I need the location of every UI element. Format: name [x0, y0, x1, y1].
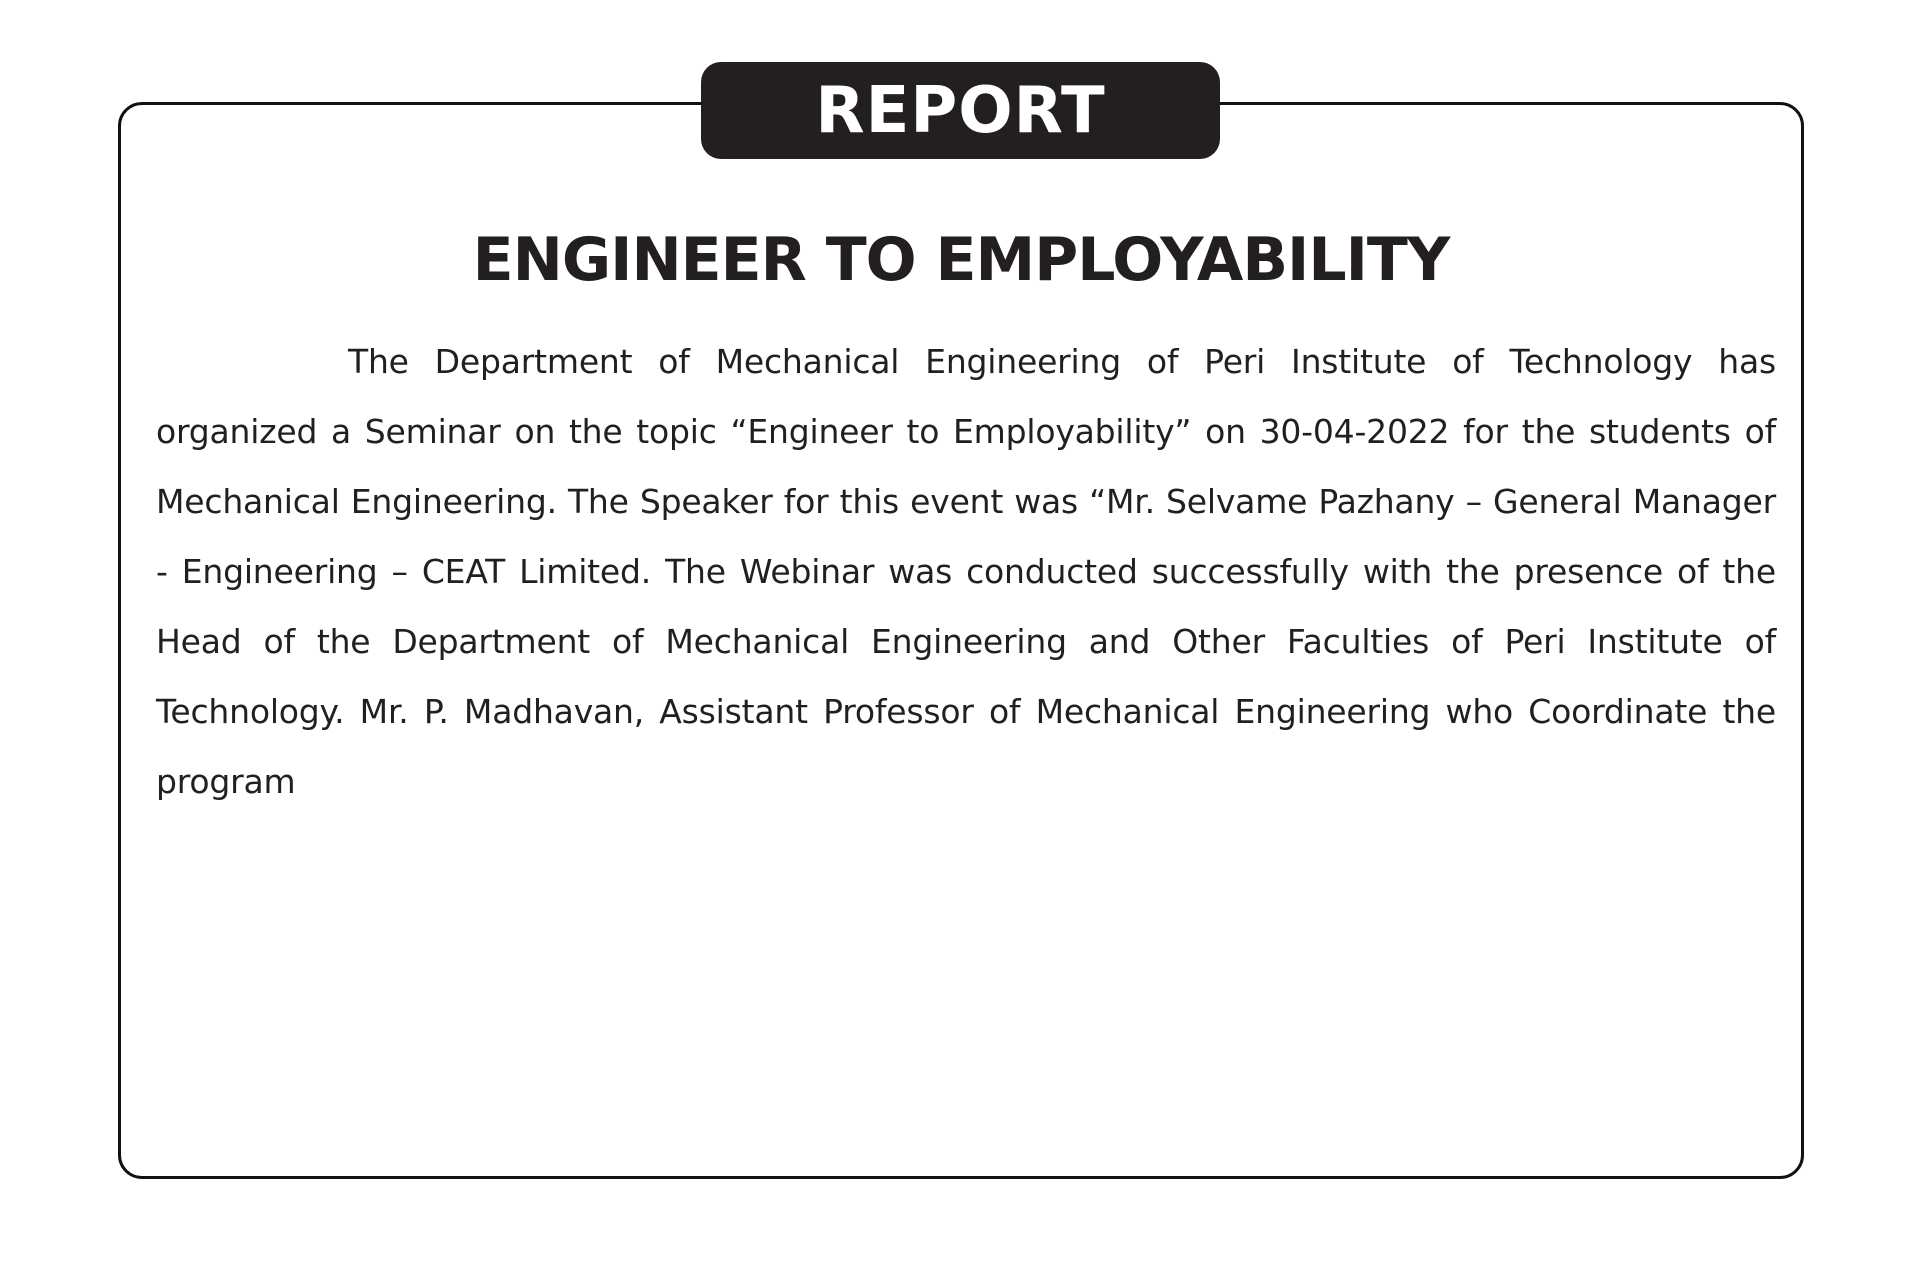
report-title: ENGINEER TO EMPLOYABILITY: [472, 225, 1450, 295]
report-tab: [701, 62, 1220, 159]
report-body: The Department of Mechanical Engineering of Peri Institute of Technology has organized a Seminar on the topic “Engineer to Employability” on 30-04-2022 for the students of Mechanical Engineering. The Speaker for this event was “Mr. Selvame Pazhany – General Manager - Engineering – CEAT Limited. The Webinar was conducted successfully with the presence of the Head of the Department of Mechanical Engineering and Other Faculties of Peri Institute of Technology. Mr. P. Madhavan, Assistant Professor of Mechanical Engineering who Coordinate the program: [156, 342, 1776, 801]
report-tab-label: REPORT: [815, 73, 1106, 148]
